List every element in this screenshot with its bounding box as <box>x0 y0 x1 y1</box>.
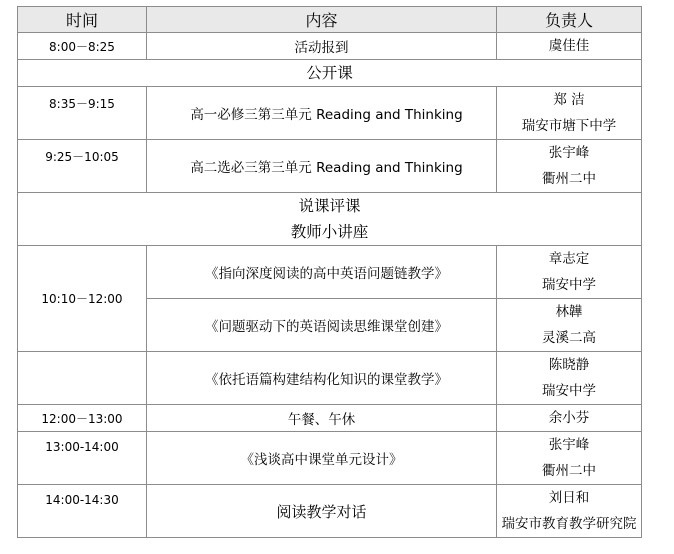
table-row <box>18 485 642 538</box>
content-cell <box>147 246 497 299</box>
content-cell <box>147 299 497 352</box>
owner-cell <box>497 485 642 538</box>
time-cell: 9:25－10:05 <box>18 140 147 193</box>
table-row <box>18 87 642 140</box>
table-row <box>18 246 642 299</box>
header-content: 内容 <box>147 7 497 33</box>
owner-name: 虞佳佳 <box>548 38 590 54</box>
owner-org: 瑞安市塘下中学 <box>521 118 617 134</box>
owner-org: 衢州二中 <box>542 463 596 479</box>
time-cell: 12:00－13:00 <box>18 405 147 432</box>
section-line-2: 教师小讲座 <box>290 223 369 241</box>
header-owner: 负责人 <box>497 7 642 33</box>
owner-org: 瑞安市教育教学研究院 <box>501 516 637 532</box>
owner-name: 陈晓静 <box>548 357 590 373</box>
section-line-1: 说课评课 <box>298 197 361 215</box>
owner-cell <box>497 299 642 352</box>
owner-name: 张宇峰 <box>548 145 590 161</box>
schedule-table <box>17 6 642 538</box>
table-row <box>18 405 642 432</box>
owner-name: 刘日和 <box>548 490 590 506</box>
section-row <box>18 193 642 246</box>
content-cell <box>147 87 497 140</box>
owner-cell <box>497 33 642 60</box>
owner-org: 瑞安中学 <box>542 383 596 399</box>
table-row <box>18 432 642 485</box>
owner-cell <box>497 405 642 432</box>
header-time: 时间 <box>18 7 147 33</box>
talk-title: 高一必修三第三单元 Reading and Thinking <box>190 107 463 123</box>
owner-name: 郑 洁 <box>553 92 585 108</box>
time-cell: 14:00-14:30 <box>18 485 147 538</box>
section-title: 公开课 <box>18 60 642 87</box>
talk-title: 《依托语篇构建结构化知识的课堂教学》 <box>205 372 448 388</box>
content-cell: 《浅谈高中课堂单元设计》 <box>147 432 497 485</box>
owner-org: 衢州二中 <box>542 171 596 187</box>
table-row <box>18 352 642 405</box>
section-row <box>18 60 642 87</box>
owner-cell <box>497 87 642 140</box>
owner-org: 瑞安中学 <box>542 277 596 293</box>
table-row <box>18 33 642 60</box>
table-row <box>18 140 642 193</box>
time-cell: 8:35－9:15 <box>18 87 147 140</box>
owner-cell <box>497 432 642 485</box>
owner-name: 张宇峰 <box>548 437 590 453</box>
content-cell <box>147 140 497 193</box>
owner-name: 林韡 <box>555 304 583 320</box>
header-row <box>18 7 642 33</box>
owner-name: 章志定 <box>548 251 590 267</box>
time-cell: 13:00-14:00 <box>18 432 147 485</box>
owner-org: 灵溪二高 <box>542 330 596 346</box>
time-cell: 10:10－12:00 <box>18 246 147 352</box>
talk-title: 高二选必三第三单元 Reading and Thinking <box>190 160 463 176</box>
talk-title: 《问题驱动下的英语阅读思维课堂创建》 <box>205 319 448 335</box>
content-cell: 阅读教学对话 <box>147 485 497 538</box>
content-cell: 活动报到 <box>147 33 497 60</box>
owner-cell <box>497 352 642 405</box>
talk-title: 《指向深度阅读的高中英语问题链教学》 <box>205 266 448 282</box>
owner-cell <box>497 246 642 299</box>
time-cell <box>18 352 147 405</box>
owner-name: 余小芬 <box>548 410 590 426</box>
content-cell <box>147 352 497 405</box>
time-cell: 8:00－8:25 <box>18 33 147 60</box>
content-cell: 午餐、午休 <box>147 405 497 432</box>
section-title <box>18 193 642 246</box>
owner-cell <box>497 140 642 193</box>
